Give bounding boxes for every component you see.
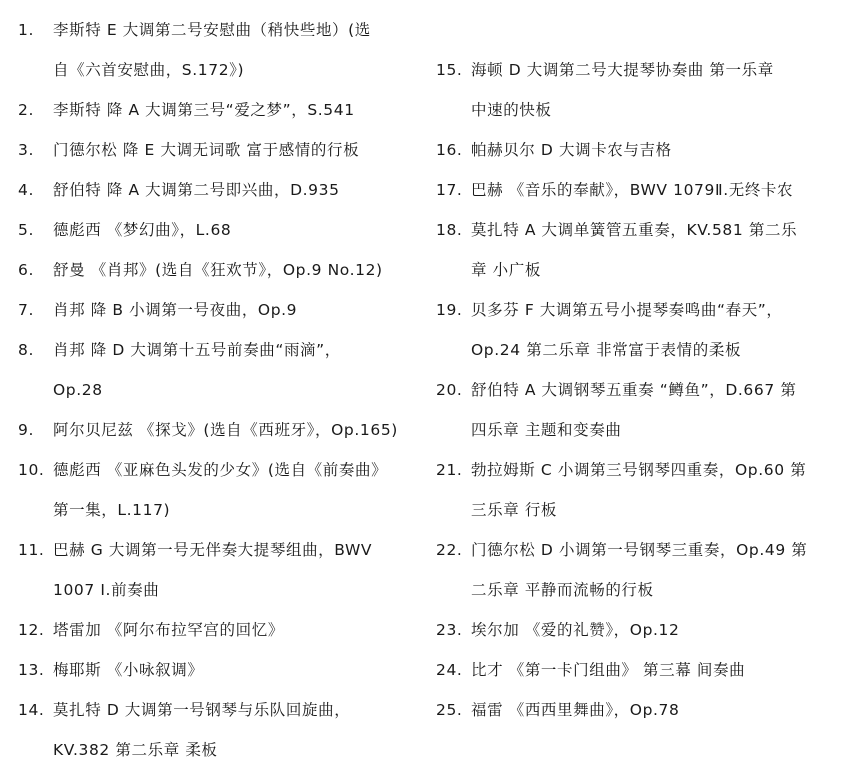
list-item <box>436 530 836 610</box>
item-text-line: 门德尔松 D 小调第一号钢琴三重奏，Op.49 第 <box>471 541 808 559</box>
item-text-line: 舒曼 《肖邦》(选自《狂欢节》，Op.9 No.12) <box>53 261 383 279</box>
list-item <box>18 210 414 250</box>
list-item <box>18 330 414 410</box>
item-text-line: 梅耶斯 《小咏叙调》 <box>53 661 204 679</box>
item-text-line: 中速的快板 <box>471 101 552 119</box>
item-number: 8. <box>18 341 34 359</box>
item-text-line: 自《六首安慰曲，S.172》) <box>53 61 245 79</box>
list-item <box>18 290 414 330</box>
item-number: 25. <box>436 701 463 719</box>
list-item <box>18 250 414 290</box>
item-number: 3. <box>18 141 34 159</box>
list-item <box>436 130 836 170</box>
item-text-line: 肖邦 降 B 小调第一号夜曲，Op.9 <box>53 301 298 319</box>
item-text-line: 埃尔加 《爱的礼赞》，Op.12 <box>471 621 680 639</box>
item-number: 4. <box>18 181 34 199</box>
item-text-line: 海顿 D 大调第二号大提琴协奏曲 第一乐章 <box>471 61 774 79</box>
item-number: 22. <box>436 541 463 559</box>
item-number: 24. <box>436 661 463 679</box>
item-number: 21. <box>436 461 463 479</box>
item-text-line: 福雷 《西西里舞曲》，Op.78 <box>471 701 680 719</box>
item-number: 14. <box>18 701 45 719</box>
item-text-line: 三乐章 行板 <box>471 501 558 519</box>
item-text-line: 比才 《第一卡门组曲》 第三幕 间奏曲 <box>471 661 746 679</box>
list-item <box>18 690 414 770</box>
item-number: 23. <box>436 621 463 639</box>
item-text-line: Op.24 第二乐章 非常富于表情的柔板 <box>471 341 742 359</box>
list-item <box>436 290 836 370</box>
track-list-right <box>436 50 836 730</box>
item-text-line: 二乐章 平静而流畅的行板 <box>471 581 654 599</box>
list-item <box>18 90 414 130</box>
list-item <box>436 450 836 530</box>
item-text-line: 帕赫贝尔 D 大调卡农与吉格 <box>471 141 672 159</box>
item-text-line: 1007 Ⅰ.前奏曲 <box>53 581 160 599</box>
item-text-line: 李斯特 E 大调第二号安慰曲（稍快些地）(选 <box>53 21 371 39</box>
list-item <box>18 10 414 90</box>
item-number: 7. <box>18 301 34 319</box>
item-number: 5. <box>18 221 34 239</box>
list-item <box>436 170 836 210</box>
list-item <box>18 410 414 450</box>
list-item <box>18 450 414 530</box>
item-text-line: KV.382 第二乐章 柔板 <box>53 741 218 759</box>
list-item <box>18 610 414 650</box>
item-text-line: 李斯特 降 A 大调第三号“爱之梦”，S.541 <box>53 101 355 119</box>
list-item <box>436 210 836 290</box>
list-item <box>18 530 414 610</box>
item-number: 2. <box>18 101 34 119</box>
item-text-line: 巴赫 《音乐的奉献》，BWV 1079Ⅱ.无终卡农 <box>471 181 794 199</box>
list-item <box>436 370 836 450</box>
item-text-line: 舒伯特 降 A 大调第二号即兴曲，D.935 <box>53 181 340 199</box>
item-number: 6. <box>18 261 34 279</box>
list-item <box>436 50 836 130</box>
item-text-line: 门德尔松 降 E 大调无词歌 富于感情的行板 <box>53 141 360 159</box>
item-number: 17. <box>436 181 463 199</box>
item-text-line: Op.28 <box>53 381 103 399</box>
list-item <box>436 650 836 690</box>
item-text-line: 四乐章 主题和变奏曲 <box>471 421 622 439</box>
item-number: 9. <box>18 421 34 439</box>
item-text-line: 阿尔贝尼兹 《探戈》(选自《西班牙》，Op.165) <box>53 421 398 439</box>
item-text-line: 贝多芬 F 大调第五号小提琴奏鸣曲“春天”， <box>471 301 783 319</box>
item-text-line: 莫扎特 A 大调单簧管五重奏，KV.581 第二乐 <box>471 221 798 239</box>
item-text-line: 德彪西 《亚麻色头发的少女》(选自《前奏曲》 <box>53 461 388 479</box>
item-number: 1. <box>18 21 34 39</box>
item-text-line: 肖邦 降 D 大调第十五号前奏曲“雨滴”， <box>53 341 341 359</box>
item-number: 16. <box>436 141 463 159</box>
item-text-line: 德彪西 《梦幻曲》，L.68 <box>53 221 232 239</box>
item-number: 20. <box>436 381 463 399</box>
item-number: 10. <box>18 461 45 479</box>
list-item <box>436 690 836 730</box>
item-text-line: 塔雷加 《阿尔布拉罕宫的回忆》 <box>53 621 284 639</box>
list-item <box>436 610 836 650</box>
item-number: 13. <box>18 661 45 679</box>
item-number: 11. <box>18 541 45 559</box>
item-text-line: 勃拉姆斯 C 小调第三号钢琴四重奏，Op.60 第 <box>471 461 807 479</box>
item-text-line: 莫扎特 D 大调第一号钢琴与乐队回旋曲， <box>53 701 351 719</box>
item-text-line: 第一集，L.117) <box>53 501 171 519</box>
list-item <box>18 170 414 210</box>
item-text-line: 章 小广板 <box>471 261 541 279</box>
item-text-line: 舒伯特 A 大调钢琴五重奏 “鳟鱼”，D.667 第 <box>471 381 797 399</box>
item-text-line: 巴赫 G 大调第一号无伴奏大提琴组曲，BWV <box>53 541 373 559</box>
list-item <box>18 130 414 170</box>
item-number: 12. <box>18 621 45 639</box>
list-item <box>18 650 414 690</box>
track-list-left <box>18 10 414 770</box>
item-number: 15. <box>436 61 463 79</box>
item-number: 19. <box>436 301 463 319</box>
item-number: 18. <box>436 221 463 239</box>
